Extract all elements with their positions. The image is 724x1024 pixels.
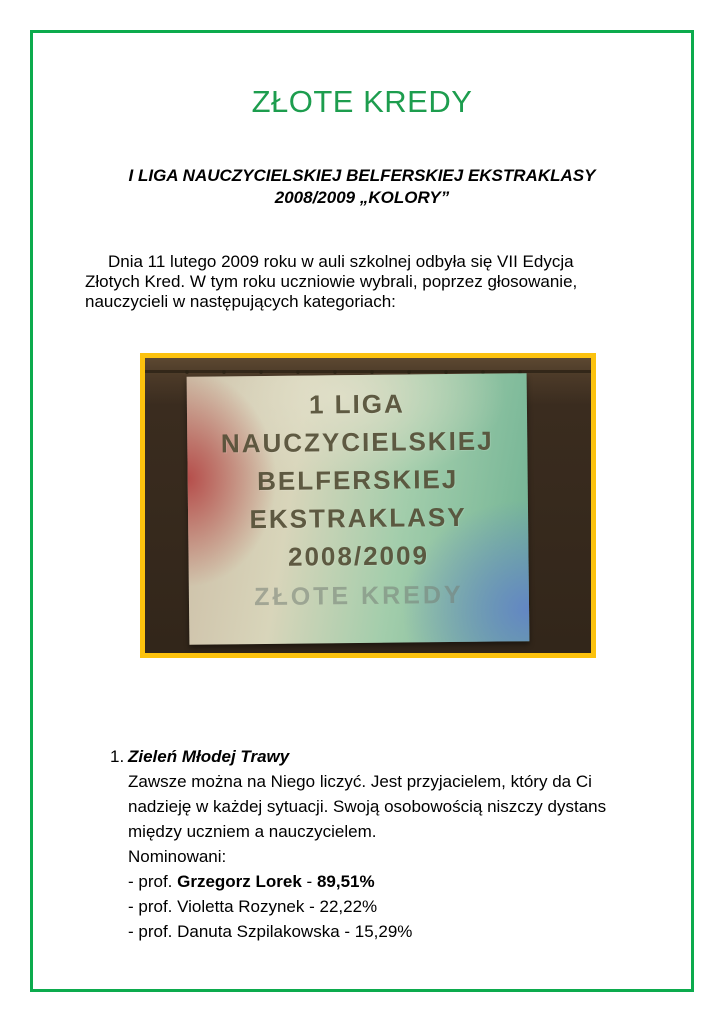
intro-line: nauczycieli w następujących kategoriach:	[85, 292, 396, 311]
nominee-separator: -	[304, 897, 320, 916]
intro-line: Dnia 11 lutego 2009 roku w auli szkolnej odbyła się VII Edycja	[108, 252, 574, 271]
slide-text-line: 2008/2009	[287, 540, 430, 572]
nominee-prefix: - prof.	[128, 897, 178, 916]
nominee-prefix: - prof.	[128, 872, 178, 891]
nominee-prefix: - prof.	[128, 922, 178, 941]
nominee-name: Violetta Rozynek	[177, 897, 305, 916]
award-description-line: nadzieję w każdej sytuacji. Swoją osobowością niszczy dystans	[128, 797, 607, 816]
photo-scene	[145, 358, 591, 653]
nominee-separator: -	[301, 872, 317, 891]
nominee-separator: -	[339, 922, 355, 941]
subtitle-line-1: I LIGA NAUCZYCIELSKIEJ BELFERSKIEJ EKSTRAKLASY	[128, 166, 596, 185]
intro-paragraph	[85, 252, 605, 312]
slide-footer-text: ZŁOTE KREDY	[254, 580, 464, 612]
award-title-row	[110, 744, 610, 769]
award-item-1	[110, 744, 610, 944]
award-description-line: między uczniem a nauczycielem.	[128, 822, 377, 841]
nominee-name: Grzegorz Lorek	[177, 872, 302, 891]
subtitle-line-2: 2008/2009 „KOLORY”	[274, 188, 450, 207]
subtitle	[0, 165, 724, 209]
award-title: Zieleń Młodej Trawy	[128, 747, 290, 766]
nominee-result: 89,51%	[316, 872, 375, 891]
projection-screen	[187, 373, 530, 645]
slide-text-line: EKSTRAKLASY	[249, 501, 467, 535]
page-title: ZŁOTE KREDY	[251, 84, 473, 119]
nominee-result: 15,29%	[354, 922, 413, 941]
award-description-line: Zawsze można na Niego liczyć. Jest przyjacielem, który da Ci	[128, 772, 592, 791]
nominee-row	[128, 919, 610, 944]
award-number: 1.	[110, 747, 125, 766]
slide-text-line: NAUCZYCIELSKIEJ	[220, 425, 494, 459]
nominee-name: Danuta Szpilakowska	[177, 922, 340, 941]
nominee-row	[128, 869, 610, 894]
nominee-result: 22,22%	[319, 897, 378, 916]
intro-line: Złotych Kred. W tym roku uczniowie wybrali, poprzez głosowanie,	[85, 272, 578, 291]
event-photo	[140, 353, 596, 658]
nominee-row	[128, 894, 610, 919]
award-body	[128, 769, 610, 944]
nominees-label: Nominowani:	[128, 847, 227, 866]
slide-text-line: 1 LIGA	[308, 388, 405, 420]
slide-text-line: BELFERSKIEJ	[256, 463, 459, 497]
